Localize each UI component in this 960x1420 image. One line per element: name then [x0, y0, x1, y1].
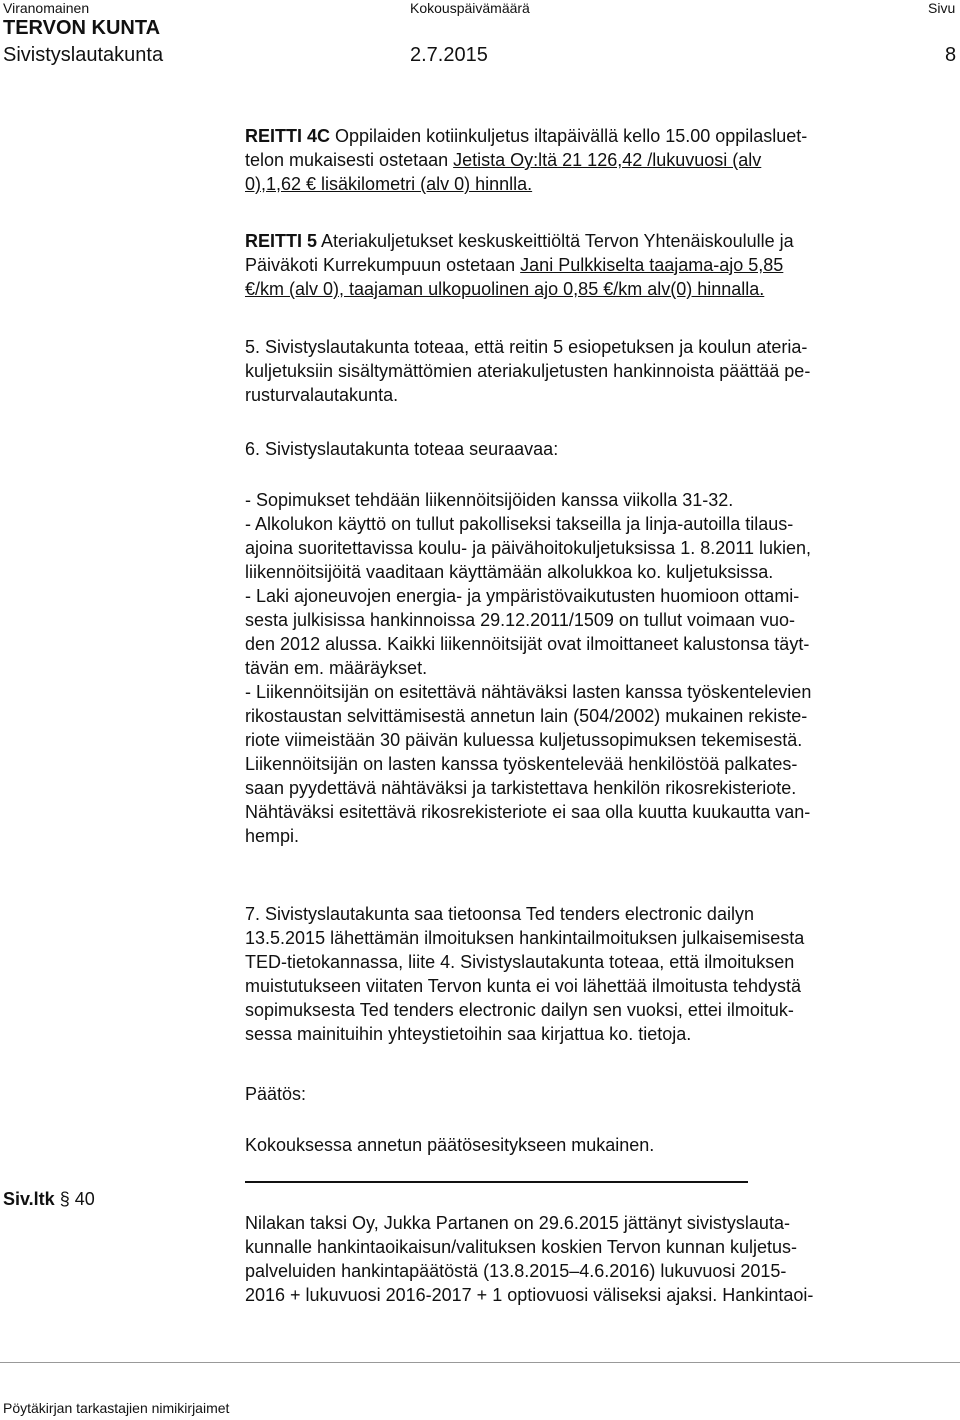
point-6-line: den 2012 alussa. Kaikki liikennöitsijät ovat ilmoittaneet kalustonsa täyt-: [245, 634, 810, 654]
point-5-paragraph: [245, 335, 957, 407]
point-6-list: [245, 488, 957, 848]
point-6-line: rikostaustan selvittämisestä annetun lain (504/2002) mukainen rekiste-: [245, 706, 808, 726]
route-5-text: Ateriakuljetukset keskuskeittiöltä Tervon Yhtenäiskoululle ja: [317, 231, 794, 251]
section-40-line: palveluiden hankintapäätöstä (13.8.2015–4.6.2016) lukuvuosi 2015-: [245, 1261, 787, 1281]
route-5-paragraph: [245, 229, 957, 301]
point-7-line: TED-tietokannassa, liite 4. Sivistyslautakunta toteaa, että ilmoituksen: [245, 952, 795, 972]
point-6-line: Liikennöitsijän on lasten kanssa työskentelevää henkilöstöä palkates-: [245, 754, 798, 774]
route-4c-paragraph: [245, 124, 957, 196]
point-5-line: kuljetuksiin sisältymättömien ateriakuljetusten hankinnoista päättää pe-: [245, 361, 811, 381]
point-7-line: 13.5.2015 lähettämän ilmoituksen hankintailmoituksen julkaisemisesta: [245, 928, 805, 948]
section-40-line: Nilakan taksi Oy, Jukka Partanen on 29.6.2015 jättänyt sivistyslauta-: [245, 1213, 790, 1233]
point-6-line: riote viimeistään 30 päivän kuluessa kuljetussopimuksen tekemisestä.: [245, 730, 803, 750]
footer-divider: [0, 1362, 960, 1363]
page-number: 8: [945, 44, 957, 66]
point-7-paragraph: [245, 902, 957, 1046]
point-6-line: Nähtäväksi esitettävä rikosrekisteriote ei saa olla kuutta kuukautta van-: [245, 802, 811, 822]
point-5-line: 5. Sivistyslautakunta toteaa, että reitin 5 esiopetuksen ja koulun ateria-: [245, 337, 808, 357]
section-divider: [245, 1181, 748, 1183]
route-4c-price: Jetista Oy:ltä 21 126,42 /lukuvuosi (alv: [453, 150, 762, 170]
section-abbr: Siv.ltk: [3, 1189, 55, 1209]
page-label: Sivu: [928, 0, 956, 16]
point-6-line: sesta julkisissa hankinnoissa 29.12.2011/1509 on tullut voimaan vuo-: [245, 610, 796, 630]
point-6-line: tävän em. määräykset.: [245, 658, 428, 678]
route-4c-title: REITTI 4C: [245, 126, 331, 146]
point-5-line: rusturvalautakunta.: [245, 385, 399, 405]
decision-text: Kokouksessa annetun päätösesitykseen mukainen.: [245, 1135, 655, 1155]
meeting-date-label: Kokouspäivämäärä: [410, 0, 530, 16]
section-label: Siv.ltk § 40: [3, 1189, 95, 1209]
route-4c-text-2: telon mukaisesti ostetaan: [245, 150, 454, 170]
point-6-line: - Alkolukon käyttö on tullut pakolliseksi takseilla ja linja-autoilla tilaus-: [245, 514, 794, 534]
section-40-line: 2016 + lukuvuosi 2016-2017 + 1 optiovuosi väliseksi ajaksi. Hankintaoi-: [245, 1285, 814, 1305]
point-6-line: liikennöitsijöitä vaaditaan käyttämään alkolukkoa ko. kuljetuksissa.: [245, 562, 774, 582]
point-6-line: saan pyydettävä nähtäväksi ja tarkistettava henkilön rikosrekisteriote.: [245, 778, 797, 798]
route-5-text-2: Päiväkoti Kurrekumpuun ostetaan: [245, 255, 521, 275]
point-6-line: ajoina suoritettavissa koulu- ja päivähoitokuljetuksissa 1. 8.2011 lukien,: [245, 538, 811, 558]
organization-name: TERVON KUNTA: [3, 17, 161, 39]
point-7-line: muistutukseen viitaten Tervon kunta ei voi lähettää ilmoitusta tehdystä: [245, 976, 801, 996]
route-5-price: Jani Pulkkiselta taajama-ajo 5,85: [520, 255, 784, 275]
section-number: 40: [74, 1189, 95, 1209]
route-4c-price-2: 0),1,62 € lisäkilometri (alv 0) hinnlla.: [245, 174, 533, 194]
section-40-paragraph: [245, 1211, 957, 1307]
route-4c-text: Oppilaiden kotiinkuljetus iltapäivällä kello 15.00 oppilasluet-: [330, 126, 808, 146]
point-7-line: 7. Sivistyslautakunta saa tietoonsa Ted tenders electronic dailyn: [245, 904, 754, 924]
authority-name: Sivistyslautakunta: [3, 44, 164, 66]
route-5-title: REITTI 5: [245, 231, 318, 251]
point-6-heading: 6. Sivistyslautakunta toteaa seuraavaa:: [245, 439, 559, 459]
authority-label: Viranomainen: [3, 0, 90, 16]
section-40-line: kunnalle hankintaoikaisun/valituksen koskien Tervon kunnan kuljetus-: [245, 1237, 798, 1257]
point-7-line: sessa mainituihin yhteystietoihin saa kirjattua ko. tietoja.: [245, 1024, 692, 1044]
point-6-line: hempi.: [245, 826, 300, 846]
decision-label: Päätös:: [245, 1084, 307, 1104]
meeting-date: 2.7.2015: [410, 44, 488, 66]
point-7-line: sopimuksesta Ted tenders electronic dailyn sen vuoksi, ettei ilmoituk-: [245, 1000, 794, 1020]
point-6-line: - Laki ajoneuvojen energia- ja ympäristövaikutusten huomioon ottami-: [245, 586, 800, 606]
route-5-price-2: €/km (alv 0), taajaman ulkopuolinen ajo 0,85 €/km alv(0) hinnalla.: [245, 279, 765, 299]
point-6-line: - Liikennöitsijän on esitettävä nähtäväksi lasten kanssa työskentelevien: [245, 682, 812, 702]
footer-initials-label: Pöytäkirjan tarkastajien nimikirjaimet: [3, 1400, 230, 1416]
point-6-line: - Sopimukset tehdään liikennöitsijöiden kanssa viikolla 31-32.: [245, 490, 734, 510]
